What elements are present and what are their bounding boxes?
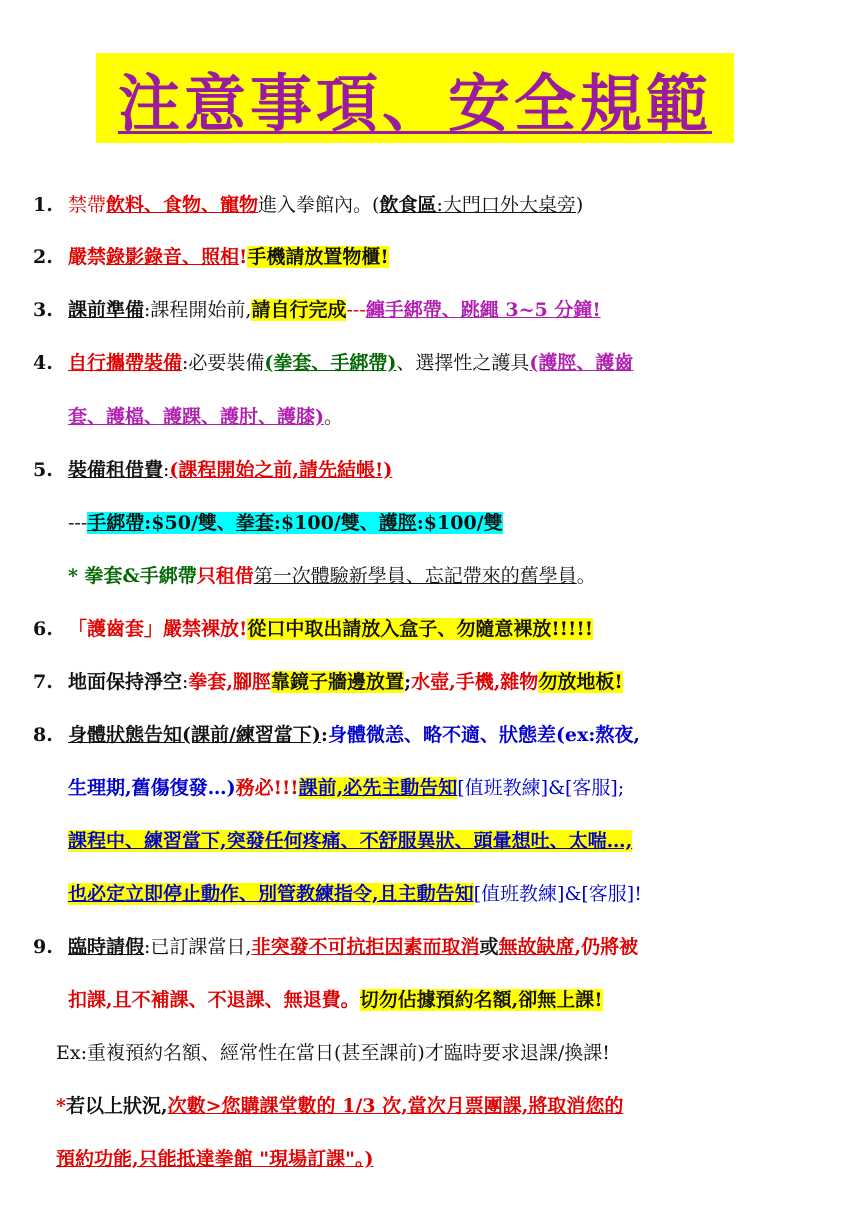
- text-segment: 禁帶: [68, 194, 107, 216]
- rule-item-2-line: [68, 244, 389, 270]
- item-number: 8.: [33, 724, 53, 746]
- text-segment: (護脛、護齒: [529, 352, 634, 374]
- rule-item-8-line: [68, 881, 642, 907]
- text-segment: 、選擇性之護具: [396, 352, 530, 374]
- text-segment: 。: [576, 565, 596, 587]
- text-segment: 靠鏡子牆邊放置: [271, 671, 405, 693]
- text-segment: 請自行完成: [251, 299, 347, 321]
- text-segment: :: [163, 459, 170, 481]
- text-segment: (拳套、手綁帶): [264, 352, 397, 374]
- rule-item-1-line: [68, 192, 583, 218]
- item-number: 6.: [33, 618, 53, 640]
- text-segment: 從口中取出請放入盒子、勿隨意裸放!!!!!: [247, 618, 594, 640]
- rule-item-4-line: [68, 350, 633, 376]
- item-number: 7.: [33, 671, 53, 693]
- text-segment: [值班教練]&[客服];: [457, 777, 625, 799]
- text-segment: :$50/雙、: [144, 512, 236, 534]
- footer-note-line: [56, 1040, 610, 1066]
- rule-item-4-line: [68, 404, 343, 430]
- text-segment: 手機請放置物櫃!: [247, 246, 389, 268]
- text-segment: 飲料、食物、寵物: [106, 194, 259, 216]
- text-segment: ---: [346, 299, 366, 321]
- text-segment: ): [575, 194, 584, 216]
- rule-item-8-line: [68, 722, 640, 748]
- footer-note-line: [56, 1146, 374, 1172]
- text-segment: 勿放地板!: [538, 671, 623, 693]
- text-segment: :課程開始前,: [144, 299, 252, 321]
- text-segment: 只租借: [196, 565, 254, 587]
- text-segment: 扣課,且不補課、不退課、無退費。: [68, 989, 360, 1011]
- item-number: 4.: [33, 352, 53, 374]
- text-segment: 非突發不可抗拒因素而取消: [251, 936, 480, 958]
- text-segment: 課程中、練習當下,突發任何疼痛、不舒服異狀、頭暈想吐、太喘…,: [68, 830, 633, 852]
- text-segment: 第一次體驗新學員、忘記帶來的舊學員: [253, 565, 577, 587]
- rule-item-6-line: [68, 616, 593, 642]
- text-segment: 臨時請假: [68, 936, 145, 958]
- text-segment: ---: [68, 512, 88, 534]
- text-segment: 身體狀態告知(課前/練習當下): [68, 724, 321, 746]
- text-segment: 嚴禁: [68, 246, 107, 268]
- rule-item-9-line: [68, 934, 638, 960]
- text-segment: 拳套,腳脛: [188, 671, 272, 693]
- text-segment: Ex:重複預約名額、經常性在當日(甚至課前)才臨時要求退課/換課!: [56, 1042, 610, 1064]
- text-segment: 拳套: [235, 512, 274, 534]
- rule-item-3-line: [68, 297, 601, 323]
- text-segment: :: [182, 671, 189, 693]
- text-segment: 手綁帶: [87, 512, 145, 534]
- text-segment: :$100/雙、: [273, 512, 379, 534]
- text-segment: 課前準備: [68, 299, 145, 321]
- text-segment: 裝備租借費: [68, 459, 164, 481]
- item-number: 5.: [33, 459, 53, 481]
- text-segment: 水壺,手機,雜物: [411, 671, 539, 693]
- rule-item-8-line: [68, 828, 632, 854]
- item-number: 9.: [33, 936, 53, 958]
- text-segment: 無故缺席: [498, 936, 575, 958]
- text-segment: (課程開始之前,請先結帳!): [169, 459, 393, 481]
- rule-item-5-line: [68, 457, 392, 483]
- text-segment: 纏手綁帶、跳繩 3~5 分鐘!: [365, 299, 601, 321]
- text-segment: 地面保持淨空: [68, 671, 183, 693]
- text-segment: :$100/雙: [416, 512, 503, 534]
- text-segment: 。: [324, 406, 344, 428]
- text-segment: 身體微恙、略不適、狀態差(ex:熬夜,: [327, 724, 640, 746]
- rule-item-8-line: [68, 775, 624, 801]
- text-segment: :: [320, 724, 328, 746]
- item-number: 1.: [33, 194, 53, 216]
- text-segment: * 拳套&手綁帶: [68, 565, 197, 587]
- text-segment: 「護齒套」嚴禁裸放!: [68, 618, 248, 640]
- text-segment: 進入拳館內。(: [258, 194, 380, 216]
- rule-item-5-line: [68, 563, 596, 589]
- text-segment: 錄影錄音、照相: [106, 246, 240, 268]
- text-segment: 飲食區: [379, 194, 437, 216]
- item-number: 3.: [33, 299, 53, 321]
- item-number: 2.: [33, 246, 53, 268]
- text-segment: :大門口外大桌旁: [436, 194, 576, 216]
- text-segment: 課前,必先主動告知: [298, 777, 458, 799]
- text-segment: 生理期,舊傷復發…): [68, 777, 236, 799]
- text-segment: ,仍將被: [574, 936, 639, 958]
- text-segment: 次數>您購課堂數的 1/3 次,當次月票團課,將取消您的: [167, 1095, 624, 1117]
- page-title: 注意事項、安全規範: [117, 66, 712, 140]
- text-segment: 預約功能,只能抵達拳館 "現場訂課"。): [56, 1148, 374, 1170]
- text-segment: 自行攜帶裝備: [68, 352, 183, 374]
- text-segment: [值班教練]&[客服]!: [473, 883, 642, 905]
- text-segment: !: [239, 246, 248, 268]
- rule-item-9-line: [68, 987, 603, 1013]
- text-segment: ;: [404, 671, 412, 693]
- rule-item-5-line: [68, 510, 503, 536]
- text-segment: 套、護檔、護踝、護肘、護膝): [68, 406, 324, 428]
- rule-item-7-line: [68, 669, 623, 695]
- text-segment: 或: [479, 936, 499, 958]
- text-segment: :必要裝備: [182, 352, 265, 374]
- text-segment: 切勿佔據預約名額,卻無上課!: [359, 989, 603, 1011]
- text-segment: 護脛: [378, 512, 417, 534]
- text-segment: 也必定立即停止動作、別管教練指令,且主動告知: [68, 883, 474, 905]
- title-banner: [96, 53, 734, 143]
- text-segment: :已訂課當日,: [144, 936, 252, 958]
- text-segment: 若以上狀況,: [65, 1095, 168, 1117]
- text-segment: *: [56, 1095, 66, 1117]
- text-segment: 務必!!!: [235, 777, 299, 799]
- footer-note-line: [56, 1093, 623, 1119]
